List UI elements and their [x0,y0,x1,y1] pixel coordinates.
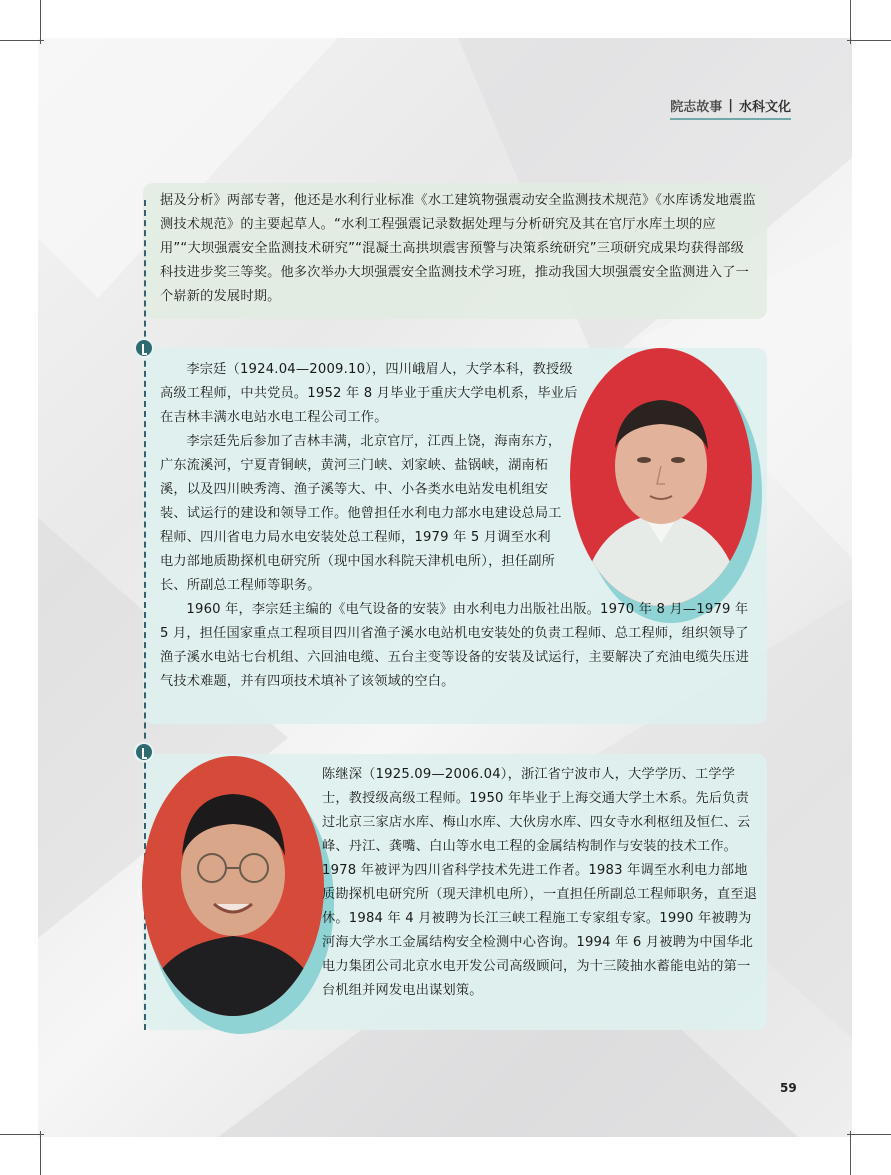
chen-jishen-photo [142,756,324,1016]
crop-mark [40,0,41,44]
running-header [670,96,791,120]
crop-mark [40,1131,41,1175]
li-paragraph-2: 李宗廷先后参加了吉林丰满，北京官厅，江西上饶，海南东方，广东流溪河，宁夏青铜峡，黄河三门峡、刘家峡、盐锅峡，湖南柘溪，以及四川映秀湾、渔子溪等大、中、小各类水电站发电机组安装、试运行的建设和领导工作。他曾担任水利电力部水电建设总局工程师、四川省电力局水电安装处总工程师，1979 年 5 月调至水利电力部地质勘探机电研究所（现中国水科院天津机电所），担任副所长、所副总工程师等职务。 [160,434,562,593]
li-portrait-frame [570,348,762,623]
li-paragraph-3: 1960 年，李宗廷主编的《电气设备的安装》由水利电力出版社出版。1970 年 8 月—1979 年 5 月，担任国家重点工程项目四川省渔子溪水电站机电安装处的负责工程师、总工程师，组织领导了渔子溪水电站七台机组、六回油电缆、五台主变等设备的安装及试运行，主要解决了充油电缆失压进气技术难题，并有四项技术填补了该领域的空白。 [160,602,750,689]
crop-mark [847,40,891,41]
crop-mark [0,1134,44,1135]
li-zongting-photo [570,348,752,606]
top-paragraph: 据及分析》两部专著，他还是水利行业标准《水工建筑物强震动安全监测技术规范》《水库诱发地震监测技术规范》的主要起草人。“水利工程强震记录数据处理与分析研究及其在官厅水库土坝的应用”“大坝强震安全监测技术研究”“混凝土高拱坝震害预警与决策系统研究”三项研究成果均获得部级科技进步奖三等奖。他多次举办大坝强震安全监测技术学习班，推动我国大坝强震安全监测进入了一个崭新的发展时期。 [160,193,756,304]
li-paragraph-1: 李宗廷（1924.04—2009.10），四川峨眉人，大学本科，教授级高级工程师，中共党员。1952 年 8 月毕业于重庆大学电机系，毕业后在吉林丰满水电站水电工程公司工作。 [160,362,578,425]
chen-portrait-frame [142,756,334,1034]
page-number: 59 [780,1081,797,1095]
header-story-label: 院志故事 [670,100,723,115]
chen-paragraph-1: 陈继深（1925.09—2006.04），浙江省宁波市人，大学学历、工学学士，教授级高级工程师。1950 年毕业于上海交通大学土木系。先后负责过北京三家店水库、梅山水库、大伙房水库、四女寺水利枢纽及恒仁、云峰、丹江、龚嘴、白山等水电工程的金属结构制作与安装的技术工作。1978 年被评为四川省科学技术先进工作者。1983 年调至水利电力部地质勘探机电研究所（现天津机电所），一直担任所副总工程师职务，直至退休。1984 年 4 月被聘为长江三峡工程施工专家组专家。1990 年被聘为河海大学水工金属结构安全检测中心咨询。1994 年 6 月被聘为中国华北电力集团公司北京水电开发公司高级顾问，为十三陵抽水蓄能电站的第一台机组并网发电出谋划策。 [322,767,758,998]
crop-mark [0,40,44,41]
bullet-marker-icon [134,338,154,358]
header-section-label: 水科文化 [738,100,791,115]
header-separator: | [728,98,733,113]
crop-mark [850,0,851,44]
crop-mark [847,1134,891,1135]
crop-mark [850,1131,851,1175]
